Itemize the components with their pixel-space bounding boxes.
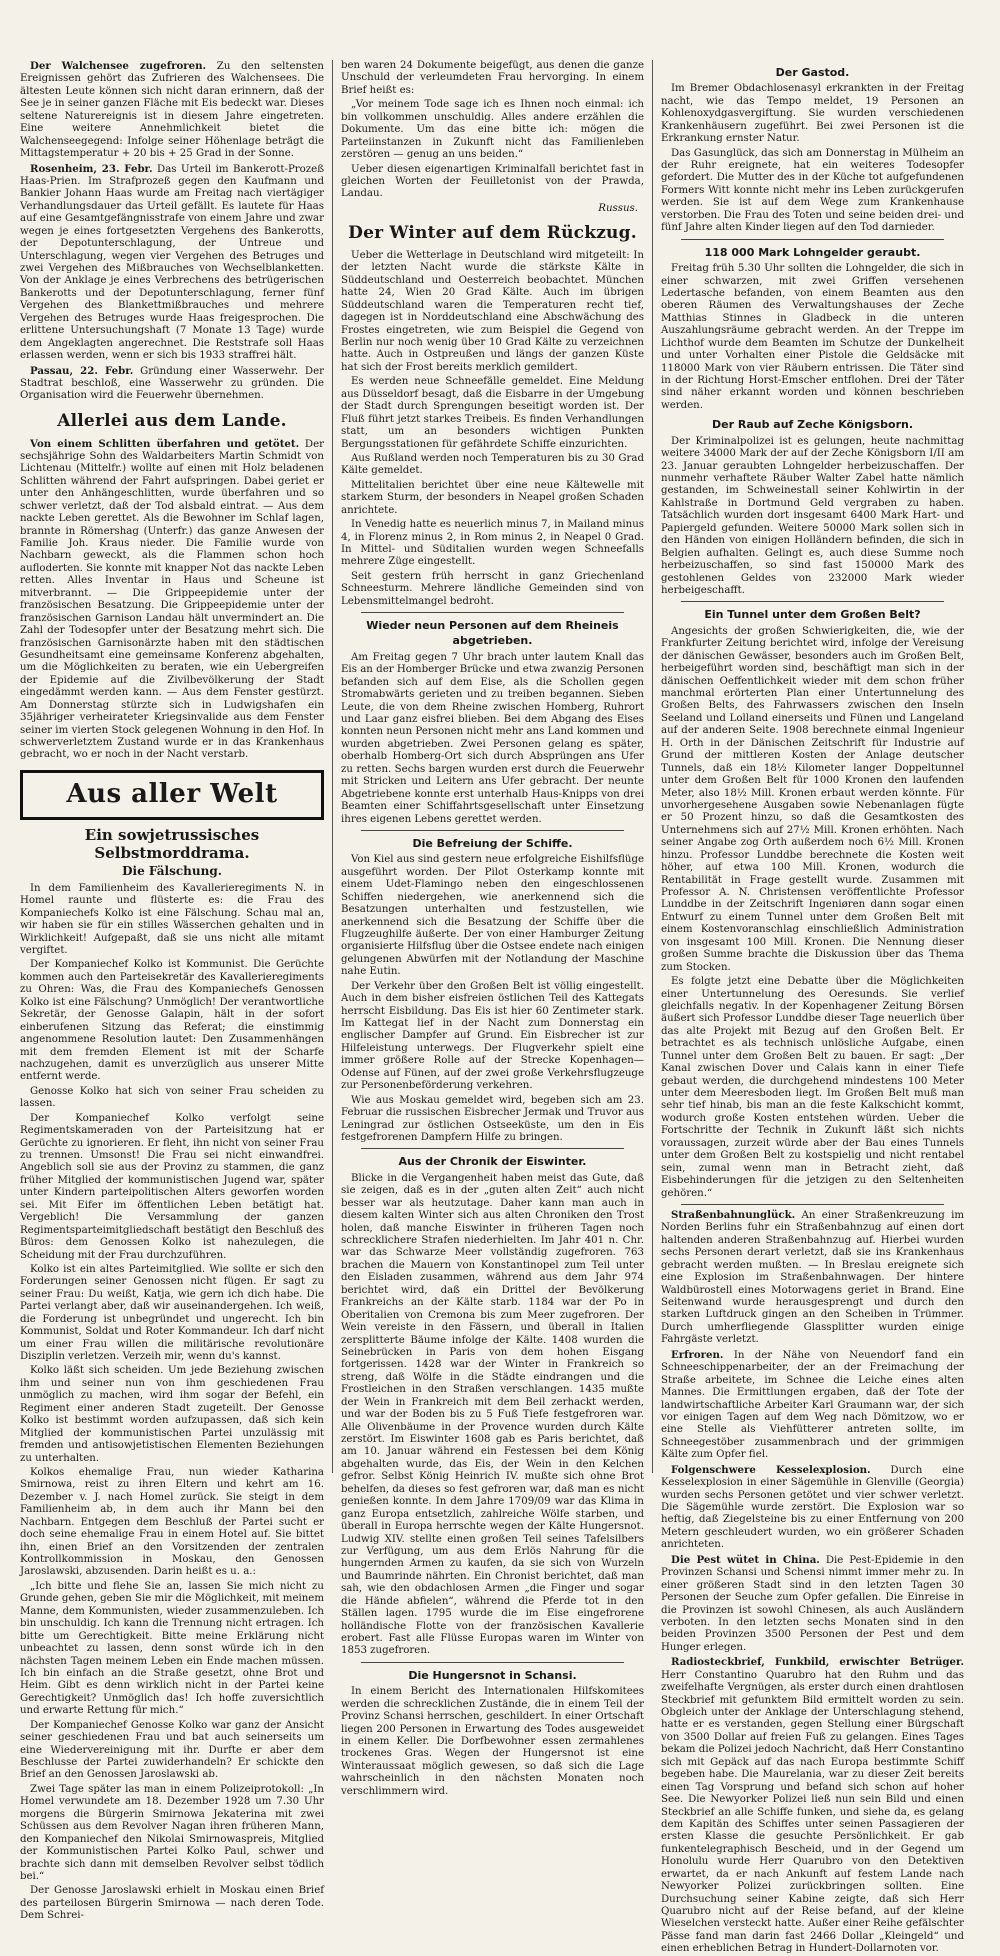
- paragraph-text: Kolkos ehemalige Frau, nun wieder Katharina Smirnowa, reist zu ihren Eltern und kehrt am 16. Dezember v. J. nach Homel zurück. Sie steigt in dem Familienheim ab, in dem auch ihr Mann bei den Nachbarn. Entgegen dem Beschluß der Partei sucht er doch seine ehemalige Frau in einem Hotel auf. Sie bittet ihn, einen Brief an den Vorsitzenden der zentralen Kontrollkommission in Moskau, den Genossen Jaroslawski, abzusenden. Darin heißt es u. a.:: [20, 1466, 324, 1578]
- paragraph-text: Ueber diesen eigenartigen Kriminalfall berichtet fast in gleichen Worten der Feuilletonist von der Prawda, Landau.: [341, 163, 644, 200]
- article-paragraph: [341, 99, 644, 161]
- article-paragraph: [20, 163, 324, 363]
- paragraph-text: Der Kompaniechef Kolko verfolgt seine Regimentskameraden von der Parteisitzung hat er Gerüchte zu ignorieren. Er fleht, ihn nicht von seiner Frau zu trennen. Umsonst! Die Frau sei nicht einwandfrei. Angeblich soll sie aus der Provinz zu stammen, die ganz früher Mitglied der kommunistischen Jugend war, später unter Kindern parteipolitischen Alters geworfen worden sei. Mit Eifer im öffentlichen Leben betätigt hat. Vergeblich! Die Versammlung der ganzen Regimentsparteimitgliedschaft bestätigt den Beschluß des Büros: dem Genossen Kolko ist nahezulegen, die Scheidung mit der Frau durchzuführen.: [20, 1112, 324, 1261]
- article-paragraph: [20, 883, 324, 958]
- article-subtitle: Die Fälschung.: [122, 864, 222, 879]
- paragraph-text: In dem Familienheim des Kavallerieregiments N. in Homel raunte und flüsterte es: die Frau des Kompaniechefs Kolko ist eine Fälschung. Schau mal an, wir haben sie für ein stilles Wässerchen gehalten und in Wirklichkeit! Aufgepaßt, daß sie uns nicht alle mitamt vergiftet.: [20, 882, 324, 957]
- article-paragraph: [20, 438, 324, 762]
- paragraph-text: Am Freitag gegen 7 Uhr brach unter lautem Knall das Eis an der Homberger Brücke und etwa zwanzig Personen befanden sich auf dem Eise, als die Schollen gegen Stromabwärts gerieten und zu treiben begannen. Sieben Leute, die von dem Rheine zwischen Homberg, Ruhrort und Laar ganz eisfrei blieben. Bei dem Abgang des Eises konnten neun Personen nicht mehr ans Land kommen und wurden abgetrieben. Zwei Personen gelang es später, oberhalb Homberg-Ort sich durch Absprüngen ans Ufer zu retten. Sechs bargen wurden erst durch die Feuerwehr mit Stricken und Leitern ans Ufer gebracht. Der neunte Abgetriebene konnte erst unterhalb Haus-Knipps von drei Beamten einer Schiffahrtsgesellschaft unter Einsetzung ihres eigenen Lebens gerettet werden.: [341, 651, 644, 825]
- article-paragraph: [20, 1113, 324, 1262]
- article-paragraph: [341, 652, 644, 826]
- article-paragraph: [341, 854, 644, 978]
- paragraph-text: Angesichts der großen Schwierigkeiten, die, wie der Frankfurter Zeitung berichtet wird, infolge der Vereisung der dänischen Gewässer, besonders auch im Großen Belt, herbeigeführt worden sind, beschäftigt man sich in der dänischen Oeffentlichkeit wieder mit dem schon früher manchmal erörterten Plan einer Untertunnelung des Großen Belts, des Fahrwassers zwischen den Inseln Seeland und Lolland einerseits und Fünen und Langeland auf der anderen Seite. 1908 berechnete einmal Ingenieur H. Orth in der Dänischen Zeitschrift für Industrie auf Grund der mittleren Kosten der Anlage deutscher Tunnels, daß ein 18½ Kilometer langer Doppeltunnel unter dem Großen Belt für 1000 Kronen den laufenden Meter, also 18½ Mill. Kronen erbaut werden könnte. Für unvorhergesehene Ausgaben sowie Nebenanlagen fügte er 50 Prozent hinzu, so daß die Gesamtkosten des Unternehmens sich auf 27½ Mill. Kronen erhöhten. Nach seiner Angabe zog Orth außerdem noch 6½ Mill. Kronen hinzu. Professor Lunddbe berechnete die Kosten weit höher, auf etwa 100 Mill. Kronen, wodurch die Rentabilität in Frage gestellt wurde. Zusammen mit Professor A. N. Christensen veröffentlichte Professor Lunddbe in der Zeitschrift Ingeniøren dann sogar einen Entwurf zu einem Tunnel unter dem Großen Belt mit einem Kostenvoranschlag einschließlich Administration von insgesamt 100 Mill. Kronen. Die Nennung dieser großen Summe brachte die Diskussion über das Thema zum Stocken.: [661, 625, 964, 973]
- article-paragraph: [20, 1264, 324, 1364]
- paragraph-text: Der Kriminalpolizei ist es gelungen, heute nachmittag weitere 34000 Mark der auf der Zeche Königsborn I/II am 23. Januar geraubten Lohngelder herbeizuschaffen. Der nunmehr verhaftete Räuber Walter Zabel hatte nämlich gestanden, im Schweinestall seiner Kohlwirtin in der Kahlstraße in Dortmund Geld vergraben zu haben. Tatsächlich wurden dort insgesamt 6400 Mark Hart- und Papiergeld gefunden. Weitere 50000 Mark sollen sich in den Händen von einigen Holländern befinden, die sich in Belgien aufhalten. Gelingt es, auch diese Summe noch herbeizuschaffen, so sind fast 150000 Mark des gestohlenen Geldes von 232000 Mark wieder herbeigeschafft.: [661, 435, 964, 596]
- paragraph-text: Das Urteil im Bankerott-Prozeß Haas-Prien. Im Strafprozeß gegen den Kaufmann und Bankier Johann Haas wurde am Freitag nach viertägiger Verhandlungsdauer das Urteil gefällt. Es lautete für Haas auf eine Gesamtgefängnisstrafe von einem Jahre und zwar wegen je eines fortgesetzten Vergehens des Bankerotts, der Depotunterschlagung, der Untreue und Unterschlagung, wegen vier Vergehen des Betruges und zwei Vergehen des Mißbrauches von Wechselblanketten. Von der Anklage je eines Verbrechens des betrügerischen Bankerotts und der Depotunterschlagung, ferner fünf Vergehen des Blankettmißbrauches und mehrere Vergehen des Betruges wurde Haas freigesprochen. Die erlittene Untersuchungshaft (7 Monate 13 Tage) wurde dem Angeklagten angerechnet. Die Reststrafe soll Haas erlassen werden, wenn er sich bis 1933 straffrei hält.: [20, 163, 325, 362]
- article-title: Ein sowjetrussisches Selbstmorddrama.: [84, 825, 260, 862]
- article-paragraph: [20, 1365, 324, 1465]
- article-paragraph: [661, 83, 964, 145]
- paragraph-lead: Rosenheim, 23. Febr.: [30, 162, 153, 175]
- paragraph-text: Der sechsjährige Sohn des Waldarbeiters Martin Schmidt von Lichtenau (Mittelfr.) wollte auf einen mit Holz beladenen Schlitten während der Fahrt aufspringen. Dabei geriet er unter den Anhängeschlitten, wurde überfahren und so schwer verletzt, daß der Tod alsbald eintrat. — Aus dem nackte Leben gerettet. Als die Bewohner im Schlaf lagen, brannte in Römershag (Unterfr.) das ganze Anwesen der Familie Joh. Kraus nieder. Die Familie wurde von Nachbarn geweckt, als die Flammen schon hoch aufloderten. Sie konnte mit knapper Not das nackte Leben retten. Alles Inventar in Haus und Scheune ist mitverbrannt. — Die Grippeepidemie unter der französischen Besatzung. Die Grippeepidemie unter der französischen Garnison Landau hält unvermindert an. Die Zahl der Todesopfer unter der Besatzung mehrt sich. Die französischen Garnisonärzte haben mit den städtischen Gesundheitsamt eine gemeinsame Konferenz abgehalten, um die Möglichkeiten zu beraten, wie ein Uebergreifen der Epidemie auf die Zivilbevölkerung der Stadt eingedämmt werden kann. — Aus dem Fenster gestürzt. Am Donnerstag stürzte sich in Ludwigshafen ein 35jähriger verheirateter Kriegsinvalide aus dem Fenster seiner im vierten Stock gelegenen Wohnung in den Hof. In schwerverletztem Zustand wurde er in das Krankenhaus gebracht, wo er noch in der Nacht verstarb.: [20, 438, 324, 761]
- article-paragraph: [20, 1581, 324, 1718]
- article-paragraph: [341, 981, 644, 1093]
- paragraph-lead: Straßenbahnunglück.: [671, 1208, 796, 1221]
- paragraph-text: Der Kompaniechef Kolko ist Kommunist. Die Gerüchte kommen auch den Parteisekretär des Kavallerieregiments zu Ohren: Was, die Frau des Kompaniechefs Genossen Kolko ist eine Fälschung? Unmöglich! Der verantwortliche Sekretär, der Genosse Galapin, hält in der sofort einberufenen Sitzung das Referat; die einstimmig angenommene Resolution lautet: Den Zusammenhängen mit dem fremden Element ist mit der Scharfe nachzugehen, damit es unverzüglich aus unserer Mitte entfernt werde.: [20, 959, 324, 1083]
- paragraph-text: ben waren 24 Dokumente beigefügt, aus denen die ganze Unschuld der verleumdeten Frau hervorging. In einem Brief heißt es:: [341, 60, 644, 96]
- paragraph-text: Wie aus Moskau gemeldet wird, begeben sich am 23. Februar die russischen Eisbrecher Jermak und Truvor aus Leningrad zur östlichen Ostseeküste, um den in Eis festgefrorenen Dampfern Hilfe zu bringen.: [341, 1094, 644, 1143]
- paragraph-text: Die Pest-Epidemie in den Provinzen Schansi und Schensi nimmt immer mehr zu. In einer größeren Stadt sind in den letzten Tagen 30 Personen der Seuche zum Opfer gefallen. Die Einreise in die Provinzen ist sowohl Chinesen, als auch Ausländern verboten. In den letzten sechs Monaten sind in den beiden Provinzen 3500 Personen der Pest und dem Hunger erlegen.: [661, 1554, 964, 1653]
- article-headline: 118 000 Mark Lohngelder geraubt.: [704, 245, 921, 259]
- column-left: [12, 60, 332, 1922]
- paragraph-text: In einem Bericht des Internationalen Hilfskomitees werden die schrecklichen Zustände, die in einem Teil der Provinz Schansi herrschen, geschildert. In einer Ortschaft liegen 200 Personen in Erwartung des Todes ausgeweidet in einem Keller. Die Dorfbewohner essen zermahlenes trockenes Gras. Wegen der Hungersnot ist eine Winteraussaat möglich gewesen, so daß sich die Lage wahrscheinlich in den nächsten Monaten noch verschlimmern wird.: [341, 1686, 644, 1797]
- article-paragraph: [20, 60, 324, 161]
- paragraph-text: Kolko ist ein altes Parteimitglied. Wie sollte er sich den Forderungen seiner Genossen nicht fügen. Er sagt zu seiner Frau: Du weißt, Katja, wie gern ich dich habe. Die Partei verlangt aber, daß wir auseinandergehen. Ich weiß, die Forderung ist unbegründet und ungerecht. Ich bin Kommunist, Soldat und Roter Kommandeur. Ich darf nicht um einer Frau willen die militärische revolutionäre Disziplin verletzen. Verzeih mir, wenn du's kannst.: [20, 1263, 324, 1363]
- article-paragraph: [661, 1349, 964, 1462]
- paragraph-text: Durch eine Kesselexplosion in einer Sägemühle in Glenville (Georgia) wurden sechs Personen getötet und vier schwer verletzt. Die Sägemühle wurde zerstört. Die Explosion war so heftig, daß Ziegelsteine bis zu einer Entfernung von 200 Metern geschleudert wurden, wo ein größerer Schaden anrichteten.: [661, 1464, 964, 1551]
- paragraph-text: Zu den seltensten Ereignissen gehört das Zufrieren des Walchensees. Die ältesten Leute können sich nicht daran erinnern, daß der See je in seiner ganzen Fläche mit Eis bedeckt war. Dieses seltene Naturereignis ist in diesem Jahre eingetreten. Eine weitere Annehmlichkeit bietet die Walchenseegegend: Infolge seiner Höhenlage beträgt die Mittagstemperatur + 20 bis + 25 Grad in der Sonne.: [20, 61, 324, 160]
- paragraph-lead: Die Pest wütet in China.: [671, 1553, 820, 1566]
- paragraph-text: „Vor meinem Tode sage ich es Ihnen noch einmal: ich bin vollkommen unschuldig. Alles andere erzählen die Dokumente. Um das eine bitte ich: mögen die Parteiinstanzen in Zukunft nicht das Familienleben zerstören — genug an uns beiden.“: [341, 99, 644, 161]
- paragraph-text: Das Gasunglück, das sich am Donnerstag in Mülheim an der Ruhr ereignete, hat ein weiteres Todesopfer gefordert. Die Mutter des in der Küche tot aufgefundenen Formers Witt konnte nicht mehr ins Leben zurückgerufen werden. Sie ist auf dem Wege zum Krankenhause verstorben. Die Frau des Toten und seine beiden drei- und fünf Jahre alten Kinder liegen auf den Tod darnieder.: [661, 147, 964, 234]
- article-paragraph: [341, 453, 644, 478]
- paragraph-text: Mittelitalien berichtet über eine neue Kältewelle mit starkem Sturm, der besonders in Neapel großen Schaden anrichtete.: [341, 479, 644, 516]
- paragraph-text: Herr Constantino Quarubro hat den Ruhm und das zweifelhafte Vergnügen, als erster durch einen drahtlosen Steckbrief mit gefunktem Bild ermittelt worden zu sein. Obgleich unter der Anklage der Unterschlagung stehend, hatte er es verstanden, gegen Stellung einer Bürgschaft von 3500 Dollar auf freien Fuß zu gelangen. Eines Tages bekam die Polizei jedoch Nachricht, daß Herr Constantino sich mit Gepäck auf das nach Europa bestimmte Schiff begeben habe. Die Maurelania, war zu dieser Zeit bereits einen Tag Vorsprung und befand sich schon auf hoher See. Die Newyorker Polizei ließ nun sein Bild und einen Steckbrief an alle Schiffe funken, und siehe da, es gelang dem Kapitän des Schiffes unter seinen Passagieren der ersten Klasse die gesuchte Persönlichkeit. Er gab funkentelegraphisch Bescheid, und in der Gegend um Honolulu wurde Herr Quarubro von den Detektiven erwartet, da er nach Ankunft auf festem Lande nach Newyorker Polizei zurückbringen sollten. Eine Durchsuchung seiner Kabine zeigte, daß sich Herr Quarubro nicht auf der Reise befand, auf der kleine Wieselchen versteckt hatte. Außer einer Reihe gefälschter Pässe fand man darin fast 2466 Dollar „Kleingeld“ und einen erheblichen Betrag in Hundert-Dollarnoten vor.: [661, 1669, 964, 1955]
- paragraph-text: Aus Rußland werden noch Temperaturen bis zu 30 Grad Kälte gemeldet.: [341, 452, 644, 477]
- paragraph-text: An einer Straßenkreuzung im Norden Berlins fuhr ein Straßenbahnzug auf einen dort haltenden anderen Straßenbahnzug auf. Hierbei wurden sechs Personen derart verletzt, daß sie ins Krankenhaus gebracht werden mußten. — In Breslau ereignete sich eine Explosion im Straßenbahnwagen. Der hintere Waldbürostell eines Motorwagens geriet in Brand. Eine Seitenwand wurde herausgesprengt und durch den starken Luftdruck gingen an den Scheiben in Trümmer. Durch umherfliegende Glassplitter wurden einige Fahrgäste verletzt.: [661, 1209, 964, 1346]
- column-right: [652, 60, 972, 1955]
- article-headline: Der Raub auf Zeche Königsborn.: [712, 418, 913, 432]
- article-paragraph: [341, 1173, 644, 1658]
- column-middle: [332, 60, 652, 1797]
- article-headline: Ein Tunnel unter dem Großen Belt?: [704, 608, 921, 622]
- article-paragraph: [341, 480, 644, 517]
- column-rule: [361, 830, 624, 831]
- paragraph-text: Es folgte jetzt eine Debatte über die Möglichkeiten einer Untertunnelung des Oeresunds. Sie verlief gleichfalls negativ. In der Kopenhagener Zeitung Börsen äußert sich Professor Lunddbe dieser Tage neuerlich über das alte Projekt mit Bezug auf den Großen Belt. Er betrachtet es als technisch unlösliche Aufgabe, einen Tunnel unter dem Großen Belt zu bauen. Er sagt: „Der Kanal zwischen Dover und Calais kann in einer Tiefe gebaut werden, die durchgehend mindestens 100 Meter unter dem Meeresboden liegt. Im Großen Belt muß man sehr tief hinab, bis man an die feste Kalkschicht kommt, wodurch große Kosten entstehen würden. Ueber die Fortschritte der Technik in Zukunft läßt sich nichts voraussagen, zurzeit würde aber der Bau eines Tunnels unter dem Großen Belt zu kostspielig und nicht rentabel sein, zumal wenn man in Betracht zieht, daß Eisbehinderungen für die jetzigen zu den Seltenheiten gehören.“: [661, 976, 964, 1199]
- paragraph-lead: Folgenschwere Kesselexplosion.: [671, 1463, 871, 1476]
- paragraph-text: Gründung einer Wasserwehr. Der Stadtrat beschloß, eine Wasserwehr zu gründen. Die Organisation wird die Feuerwehr übernehmen.: [20, 365, 324, 402]
- paragraph-text: Seit gestern früh herrscht in ganz Griechenland Schneesturm. Mehrere ländliche Gemeinden sind von Lebensmittelmangel bedroht.: [341, 570, 644, 607]
- paragraph-lead: Der Walchensee zugefroren.: [30, 60, 207, 72]
- article-paragraph: [661, 1656, 964, 1956]
- paragraph-text: Blicke in die Vergangenheit haben meist das Gute, daß sie zeigen, daß es in der „guten alten Zeit“ auch nicht besser war als heutzutage. Daher kann man auch in diesem kalten Winter sich aus alten Chroniken den Trost holen, daß manche Eiswinter in früheren Tagen noch schrecklichere Strafen niederhielten. Im Jahr 401 n. Chr. war das Schwarze Meer vollständig zugefroren. 763 brachen die Mauern von Konstantinopel zum Teil unter den Eisladen zusammen, während aus dem Jahr 974 berichtet wird, daß ein Drittel der Bevölkerung Frankreichs an der Kälte starb. 1184 war der Po in Oberitalien von Cremona bis zum Meer zugefroren. Der Wein vereiste in den Fässern, und überall in Italien zersplitterte Bäume infolge der Kälte. 1408 wurden die Seinebrücken in Paris von dem hohen Eisgang fortgerissen. 1428 war der Winter in Frankreich so streng, daß Wölfe in die Städte eindrangen und die Frostleichen in den Straßen verschlangen. 1435 mußte der Wein in Frankreich mit dem Beil zerhackt werden, und war der Boden bis zu 5 Fuß Tiefe festgefroren war. Alle Olivenbäume in der Provence wurden durch Kälte zerstört. Im Eiswinter 1608 gab es Paris berichtet, daß am 10. Januar während ein Festessen bei dem König abgehalten wurde, das Eis, der Wein in den Kelchen gefror. Selbst König Heinrich IV. mußte sich ohne Brot behelfen, da dieses so fest gefroren war, daß man es nicht genießen konnte. In dem Jahre 1709/09 war das Klima in ganz Europa entsetzlich, zahlreiche Wölfe starben, und überall in Europa herrschte wegen der Kälte Hungersnot. Ludwig XIV. stellte einen großen Teil seines Tafelsilbers zur Verfügung, um aus dem Erlös Nahrung für die hungernden Armen zu kaufen, da sie sich von Wurzeln und Baumrinde nährten. Ein Chronist berichtet, daß man sah, wie den obdachlosen Armen „die Finger und sogar die Hände abfielen“, während die Pferde tot in den Ställen lagen. 1795 wurde die im Eise eingefrorene holländische Flotte von der französischen Kavallerie erobert. Fast alle Flüsse Europas waren im Winter von 1853 zugefroren.: [341, 1172, 644, 1657]
- paragraph-text: In Venedig hatte es neuerlich minus 7, in Mailand minus 4, in Florenz minus 2, in Rom minus 2, in Neapel 0 Grad. In Mittel- und Süditalien wurden wegen Schneefalls mehrere Züge eingestellt.: [341, 519, 644, 568]
- paragraph-text: Ueber die Wetterlage in Deutschland wird mitgeteilt: In der letzten Nacht wurde die stärkste Kälte in Süddeutschland und Oesterreich beobachtet. München hatte 24, Wien 20 Grad Kälte. Auch im übrigen Süddeutschland waren die Temperaturen recht tief, dagegen ist in Norddeutschland eine Abschwächung des Frostes eingetreten, wie zum Beispiel die Gegend von Berlin nur noch wenig über 10 Grad Kälte zu verzeichnen hatte. Auch in Ostpreußen und längs der ganzen Küste hat sich der Frost bereits merklich gemildert.: [341, 249, 644, 373]
- article-headline: Aus der Chronik der Eiswinter.: [398, 1155, 587, 1169]
- article-paragraph: [20, 1784, 324, 1884]
- paragraph-lead: Passau, 22. Febr.: [30, 364, 134, 377]
- paragraph-lead: Von einem Schlitten überfahren und getötet.: [30, 437, 300, 450]
- article-paragraph: [661, 1209, 964, 1347]
- article-paragraph: [661, 148, 964, 235]
- article-headline: Die Hungersnot in Schansi.: [408, 1668, 577, 1682]
- article-paragraph: [661, 1554, 964, 1655]
- column-rule: [361, 612, 624, 613]
- column-rule: [681, 239, 944, 240]
- paragraph-text: Zwei Tage später las man in einem Polizeiprotokoll: „In Homel verwundete am 18. Dezember 1928 um 7.30 Uhr morgens die Bürgerin Smirnowa Jekaterina mit zwei Schüssen aus dem Revolver Nagan ihren früheren Mann, den Kompaniechef den Nikolai Smirnowaspreis, Mitglied der Kommunistischen Partei Kolko Paul, schwer und brachte sich dann mit demselben Revolver selbst tödlich bei.“: [20, 1783, 324, 1882]
- column-rule: [361, 1148, 624, 1149]
- article-paragraph: [341, 376, 644, 451]
- article-paragraph: [20, 1885, 324, 1922]
- author-signature: Russus.: [598, 202, 638, 214]
- paragraph-text: Von Kiel aus sind gestern neue erfolgreiche Eishilfsflüge ausgeführt worden. Der Pilot Osterkamp konnte mit einem Udet-Flamingo neben den eingeschlossenen Schiffen niedergehen, wie anerkennend sich die Besatzungen unterhalten und festzustellen, wie anerkennend sich die Besatzung der Schiffe über die Flugzeughilfe äußerte. Der von einer Hamburger Zeitung organisierte Hilfsflug über die Ostsee endete nach einigen gelungenen Abwürfen mit der Notlandung der Maschine nahe Eutin.: [341, 854, 645, 978]
- paragraph-text: Der Genosse Jaroslawski erhielt in Moskau einen Brief des parteilosen Bürgerin Smirnowa — nach deren Tode. Dem Schrei-: [20, 1885, 324, 1922]
- paragraph-text: „Ich bitte und flehe Sie an, lassen Sie mich nicht zu Grunde gehen, geben Sie mir die Möglichkeit, mit meinem Manne, dem Kommunisten, wieder zusammenzuleben. Ich bin unschuldig. Ich kann die Trennung nicht ertragen. Ich bitte um Gerechtigkeit. Bitte meine Erklärung nicht unbeachtet zu lassen, denn sonst würde ich in den nächsten Tagen meinem Leben ein Ende machen müssen. Ich bin einfach an die Straße gesetzt, ohne Brot und Heim. Gibt es denn wirklich nicht in der Partei keine Gerechtigkeit? Unmöglich das! Ich hoffe zuversichtlich und erwarte Rettung für mich.“: [20, 1580, 324, 1717]
- article-paragraph: [661, 1464, 964, 1552]
- article-paragraph: [661, 626, 964, 974]
- paragraph-text: Genosse Kolko hat sich von seiner Frau scheiden zu lassen.: [20, 1085, 324, 1110]
- article-paragraph: [20, 1467, 324, 1579]
- section-heading: Der Winter auf dem Rückzug.: [348, 223, 637, 244]
- section-heading: Allerlei aus dem Lande.: [57, 410, 287, 431]
- article-paragraph: [20, 1720, 324, 1782]
- article-paragraph: [661, 976, 964, 1200]
- article-paragraph: [341, 60, 644, 97]
- article-paragraph: [661, 263, 964, 412]
- paragraph-text: Der Verkehr über den Großen Belt ist völlig eingestellt. Auch in dem bisher eisfreien östlichen Teil des Kattegats herrscht Eisbildung. Das Eis ist hier 60 Zentimeter stark. Im Kattegat lief in der Nacht zum Donnerstag ein englischer Dampfer auf Grund. Ein Eisbrecher ist zur Hilfeleistung unterwegs. Der Flugverkehr spielt eine immer größere Rolle auf der Strecke Kopenhagen—Odense auf Fünen, auf der zwei große Verkehrsflugzeuge zur Personenbeförderung verkehren.: [341, 980, 644, 1092]
- section-banner: Aus aller Welt: [20, 770, 324, 820]
- article-paragraph: [341, 1095, 644, 1145]
- paragraph-text: Kolko läßt sich scheiden. Um jede Beziehung zwischen ihm und seiner nun von ihm geschiedenen Frau unmöglich zu machen, wird ihm sogar der Befehl, ein Regiment einer anderen Stadt zugeteilt. Der Genosse Kolko ist bestimmt worden aufzupassen, daß sich kein Mitglied der kommunistischen Partei unzulässig mit fremden und antisowjetistischen Elementen Beziehungen zu unterhalten.: [20, 1365, 324, 1464]
- article-paragraph: [341, 164, 644, 201]
- paragraph-text: Es werden neue Schneefälle gemeldet. Eine Meldung aus Düsseldorf besagt, daß die Eisbarre in der Umgebung der Stadt durch Sprengungen beseitigt worden ist. Der Fluß führt jetzt starkes Treibeis. Es finden Verhandlungen statt, um an besonders wichtigen Punkten Bergungsstationen für gefährdete Schiffe einzurichten.: [341, 376, 644, 450]
- paragraph-text: In der Nähe von Neuendorf fand ein Schneeschippenarbeiter, der an der Freimachung der Straße arbeitete, im Schnee die Leiche eines alten Mannes. Die Ermittlungen ergaben, daß der Tote der landwirtschaftliche Arbeiter Karl Graumann war, der sich vor einigen Tagen auf dem Weg nach Dömitzow, wo er eine Stelle als Viehfütterer antreten sollte, im Schneegestöber zusammenbrach und der grimmigen Kälte zum Opfer fiel.: [661, 1349, 964, 1461]
- column-rule: [361, 1662, 624, 1663]
- article-headline: Die Befreiung der Schiffe.: [412, 836, 573, 850]
- article-paragraph: [20, 365, 324, 403]
- article-paragraph: [661, 436, 964, 598]
- paragraph-lead: Radiosteckbrief, Funkbild, erwischter Betrüger.: [671, 1656, 964, 1669]
- article-paragraph: [341, 250, 644, 374]
- article-paragraph: [341, 1686, 644, 1798]
- article-paragraph: [341, 519, 644, 569]
- column-rule: [681, 601, 944, 602]
- article-headline: Der Gastod.: [775, 66, 850, 79]
- article-headline: Wieder neun Personen auf dem Rheineis abgetrieben.: [366, 619, 619, 647]
- paragraph-text: Der Kompaniechef Genosse Kolko war ganz der Ansicht seiner geschiedenen Frau und bat auch seinerseits um eine Wiedervereinigung mit ihr. Durfte er aber dem Beschlusse der Partei zuwiderhandeln? Er schickte den Brief an den Genossen Jaroslawski ab.: [20, 1719, 324, 1781]
- article-paragraph: [341, 571, 644, 608]
- paragraph-text: Im Bremer Obdachlosenasyl erkrankten in der Freitag nacht, wie das Tempo meldet, 19 Personen an Kohlenoxydgasvergiftung. Sie wurden verschiedenen Krankenhäusern zugeführt. Bei zwei Personen ist die Erkrankung ernster Natur.: [661, 83, 964, 145]
- article-paragraph: [20, 1086, 324, 1111]
- paragraph-lead: Erfroren.: [671, 1348, 724, 1361]
- article-paragraph: [20, 959, 324, 1083]
- paragraph-text: Freitag früh 5.30 Uhr sollten die Lohngelder, die sich in einer schwarzen, mit zwei Griffen versehenen Ledertasche befanden, von einem Beamten aus den oberen Räumen des Verwaltungshauses der Zeche Matthias Stinnes in Gladbeck in die unteren Auszahlungsräume gebracht werden. An der Treppe im Lichthof wurde dem Beamten im Schutze der Dunkelheit und unter Vorhalten einer Pistole die Geldsäcke mit 118000 Mark von vier Räubern entrissen. Die Täter sind in der Richtung Horst-Emscher entflohen. Drei der Täter sind näher erkannt worden und können beschrieben werden.: [661, 263, 964, 411]
- column-rule: [681, 1204, 944, 1205]
